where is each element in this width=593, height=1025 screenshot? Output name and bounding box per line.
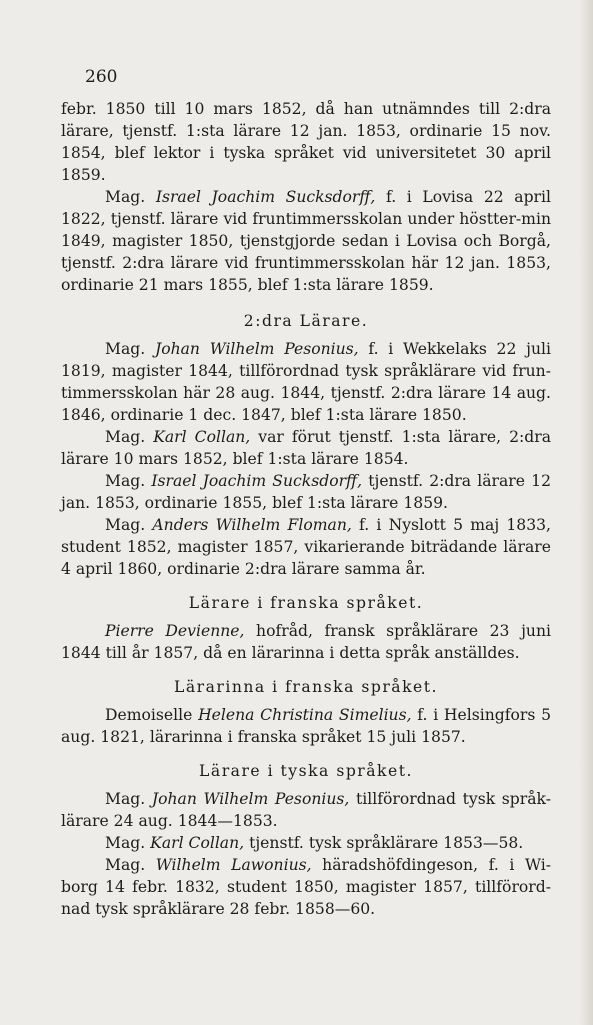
text-run: hofråd, fransk språklärare 23 juni 1844 till år 1857, då en lärarinna i detta språk anställdes. [61,622,551,662]
person-name: Wilhelm Lawonius, [155,856,312,874]
body-text [61,98,551,920]
person-name: Israel Joachim Sucksdorff, [151,472,363,490]
person-name: Karl Collan, [153,428,251,446]
text-run: Mag. [105,340,155,358]
person-name: Helena Christina Simelius, [198,706,412,724]
person-name: Anders Wilhelm Floman, [152,516,352,534]
text-run: f. i Helsingfors 5 aug. 1821, lärarinna i franska språket 15 juli 1857. [61,706,551,746]
person-name: Israel Joachim Sucksdorff, [155,188,376,206]
entry-paragraph [61,854,551,920]
text-run: Mag. [105,790,152,808]
section-heading [61,676,551,698]
entry-paragraph [61,338,551,426]
text-run: f. i Nyslott 5 maj 1833, student 1852, magister 1857, vikarierande biträdande lärare 4 april 1860, ordinarie 2:dra lärare samma år. [61,516,552,578]
continued-paragraph [61,98,551,186]
text-run: Lärare i tyska språket. [199,762,413,780]
section-heading [61,310,551,332]
text-run: Mag. [105,516,153,534]
section-heading [61,760,551,782]
person-name: Johan Wilhelm Pesonius, [154,340,359,358]
entry-paragraph [61,620,551,664]
page-number: 260 [85,67,118,87]
text-run: Mag. [105,834,151,852]
entry-paragraph [61,788,551,832]
text-run: f. i Lovisa 22 april 1822, tjenstf. lärare vid fruntimmersskolan under höstter-min 1849, magister 1850, tjenstgjorde sedan i Lovisa och Borgå, tjenstf. 2:dra lärare vid fruntimmersskolan här 12 jan. 1853, ordinarie 21 mars 1855, blef 1:sta lärare 1859. [61,188,551,294]
text-run: tjenstf. tysk språklärare 1853—58. [244,834,524,852]
text-run: tillförordnad tysk språk-lärare 24 aug. 1844—1853. [61,790,551,830]
text-run: Mag. [105,428,154,446]
section-heading [61,592,551,614]
text-run: Mag. [105,472,152,490]
entry-paragraph [61,470,551,514]
entry-paragraph [61,514,551,580]
entry-paragraph [61,186,551,296]
text-run: häradshöfdingeson, f. i Wi-borg 14 febr. 1832, student 1850, magister 1857, tillförord-nad tysk språklärare 28 febr. 1858—60. [61,856,551,918]
text-run: Lärare i franska språket. [188,594,424,612]
text-run: var förut tjenstf. 1:sta lärare, 2:dra lärare 10 mars 1852, blef 1:sta lärare 1854. [61,428,551,468]
person-name: Johan Wilhelm Pesonius, [151,790,350,808]
text-run: febr. 1850 till 10 mars 1852, då han utnämndes till 2:dra lärare, tjenstf. 1:sta lärare 12 jan. 1853, ordinarie 15 nov. 1854, blef lektor i tyska språket vid universitetet 30 april 1859. [61,100,551,184]
entry-paragraph [61,704,551,748]
text-run: f. i Wekkelaks 22 juli 1819, magister 1844, tillförordnad tysk språklärare vid frun-timmersskolan här 28 aug. 1844, tjenstf. 2:dra lärare 14 aug. 1846, ordinarie 1 dec. 1847, blef 1:sta lärare 1850. [61,340,551,424]
entry-paragraph [61,832,551,854]
person-name: Karl Collan, [150,834,245,852]
page-edge-shadow [579,0,593,1025]
text-run: Mag. [105,856,156,874]
text-run: Mag. [105,188,156,206]
text-run: Lärarinna i franska språket. [173,678,439,696]
text-run: Demoiselle [105,706,199,724]
text-run: 2:dra Lärare. [243,312,369,330]
entry-paragraph [61,426,551,470]
person-name: Pierre Devienne, [105,622,245,640]
text-run: tjenstf. 2:dra lärare 12 jan. 1853, ordinarie 1855, blef 1:sta lärare 1859. [61,472,551,512]
